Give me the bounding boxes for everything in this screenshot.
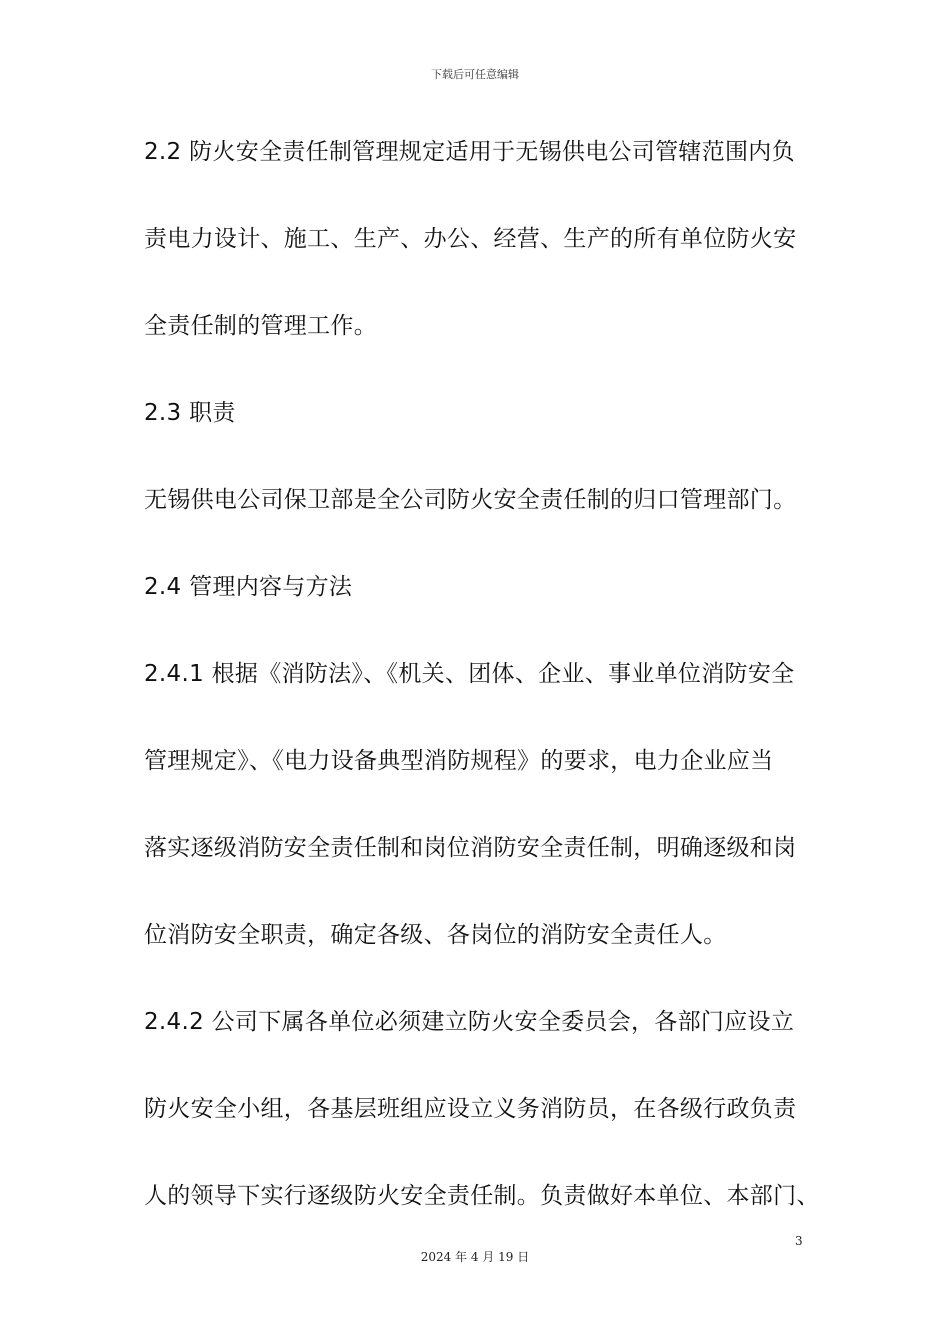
paragraph-line: 落实逐级消防安全责任制和岗位消防安全责任制，明确逐级和岗 [144, 835, 797, 861]
paragraph-line: 防火安全小组，各基层班组应设立义务消防员，在各级行政负责 [144, 1096, 797, 1122]
section-heading: 2.4 管理内容与方法 [144, 574, 353, 600]
paragraph-line: 全责任制的管理工作。 [144, 313, 377, 339]
paragraph-line: 2.2 防火安全责任制管理规定适用于无锡供电公司管辖范围内负 [144, 139, 795, 165]
paragraph-line: 管理规定》、《电力设备典型消防规程》的要求，电力企业应当 [144, 748, 774, 774]
page-header: 下载后可任意编辑 [431, 68, 519, 81]
paragraph-line: 2.4.2 公司下属各单位必须建立防火安全委员会，各部门应设立 [144, 1009, 795, 1035]
paragraph-line: 责电力设计、施工、生产、办公、经营、生产的所有单位防火安 [144, 226, 797, 252]
section-heading: 2.3 职责 [144, 400, 236, 426]
paragraph-line: 无锡供电公司保卫部是全公司防火安全责任制的归口管理部门。 [144, 487, 797, 513]
footer-date: 2024 年 4 月 19 日 [420, 1250, 530, 1264]
paragraph-line: 位消防安全职责，确定各级、各岗位的消防安全责任人。 [144, 922, 727, 948]
paragraph-line: 人的领导下实行逐级防火安全责任制。负责做好本单位、本部门、 [144, 1183, 820, 1209]
paragraph-line: 2.4.1 根据《消防法》、《机关、团体、企业、事业单位消防安全 [144, 661, 795, 687]
page-number: 3 [795, 1234, 803, 1248]
